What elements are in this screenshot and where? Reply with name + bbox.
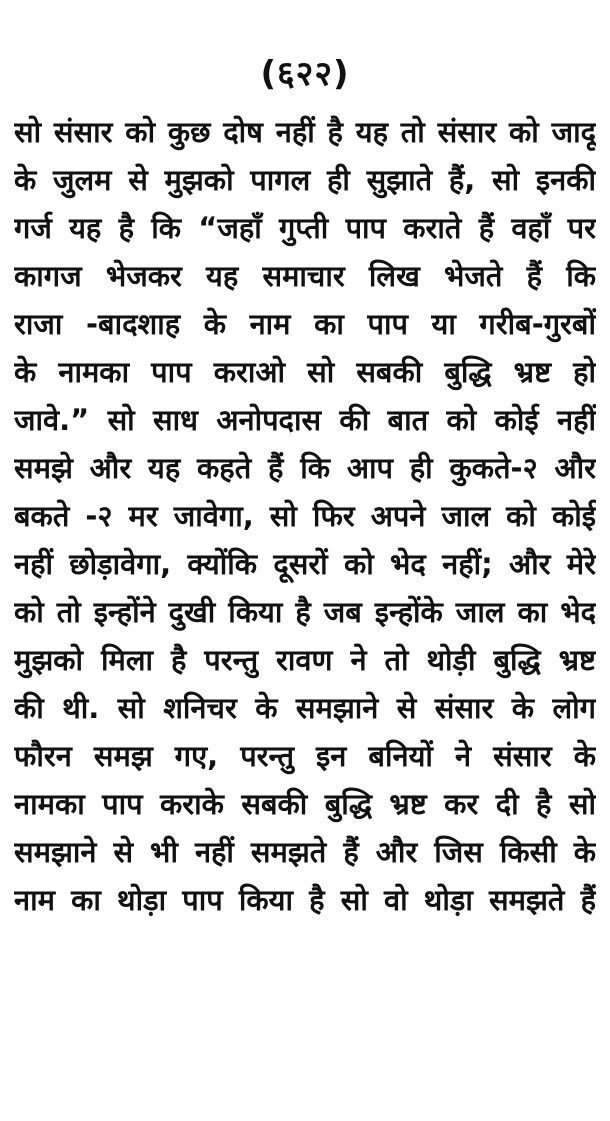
text-line-15: नामका पाप कराके सबकी बुद्धि भ्रष्ट कर दी है सो bbox=[14, 787, 596, 821]
text-line-8: समझे और यह कहते हैं कि आप ही कुकते-२ और bbox=[14, 451, 596, 485]
text-line-3: गर्ज यह है कि “जहाँ गुप्ती पाप कराते हैं वहाँ पर bbox=[14, 211, 596, 245]
text-line-17: नाम का थोड़ा पाप किया है सो वो थोड़ा समझते हैं bbox=[14, 883, 596, 917]
text-line-11: को तो इन्होंने दुखी किया है जब इन्होंके जाल का भेद bbox=[14, 595, 596, 629]
text-line-1: सो संसार को कुछ दोष नहीं है यह तो संसार को जादू bbox=[14, 115, 596, 149]
text-line-16: समझाने से भी नहीं समझते हैं और जिस किसी के bbox=[14, 835, 596, 869]
page-number: (६२२) bbox=[260, 54, 350, 94]
text-line-6: के नामका पाप कराओ सो सबकी बुद्धि भ्रष्ट हो bbox=[14, 355, 596, 389]
text-line-4: कागज भेजकर यह समाचार लिख भेजते हैं कि bbox=[14, 259, 596, 293]
body-text bbox=[14, 108, 596, 924]
text-line-2: के जुलम से मुझको पागल ही सुझाते हैं, सो इनकी bbox=[14, 163, 596, 197]
text-line-7: जावे.” सो साध अनोपदास की बात को कोई नहीं bbox=[14, 403, 596, 437]
text-line-5: राजा -बादशाह के नाम का पाप या गरीब-गुरबों bbox=[14, 307, 596, 341]
text-line-10: नहीं छोड़ावेगा, क्योंकि दूसरों को भेद नहीं; और मेरे bbox=[14, 547, 596, 581]
text-line-14: फौरन समझ गए, परन्तु इन बनियों ने संसार के bbox=[14, 739, 596, 773]
text-line-9: बकते -२ मर जावेगा, सो फिर अपने जाल को कोई bbox=[14, 499, 596, 533]
text-line-13: की थी. सो शनिचर के समझाने से संसार के लोग bbox=[14, 691, 596, 725]
text-line-12: मुझको मिला है परन्तु रावण ने तो थोड़ी बुद्धि भ्रष्ट bbox=[14, 643, 596, 677]
